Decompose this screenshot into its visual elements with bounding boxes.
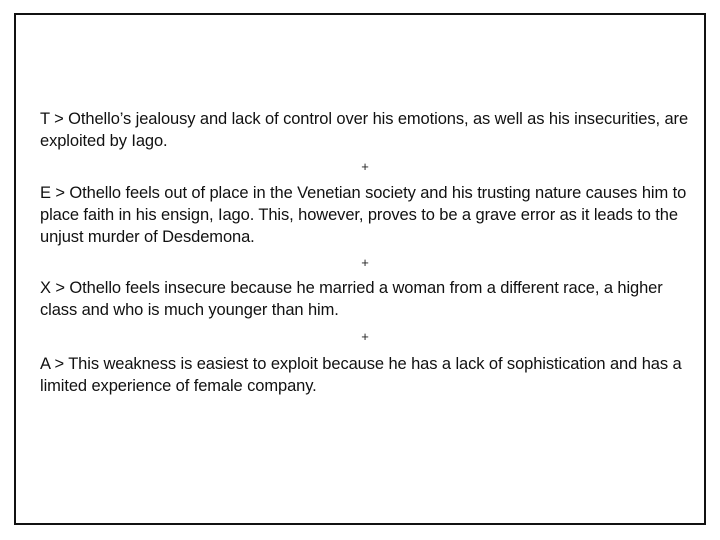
paragraph-t: T > Othello’s jealousy and lack of control over his emotions, as well as his insecurities, are exploited by Iago. [40,110,689,150]
paragraph-x: X > Othello feels insecure because he married a woman from a different race, a higher class and who is much younger than him. [40,279,663,319]
separator-plus: + [361,159,369,174]
paragraph-a: A > This weakness is easiest to exploit because he has a lack of sophistication and has a limited experience of female company. [40,355,682,395]
separator-plus: + [361,329,369,344]
paragraph-e: E > Othello feels out of place in the Venetian society and his trusting nature causes him to place faith in his ensign, Iago. This, however, proves to be a grave error as it leads to the unjust murder of Desdemona. [40,184,687,246]
separator-plus: + [361,255,369,270]
slide-content [40,108,690,397]
